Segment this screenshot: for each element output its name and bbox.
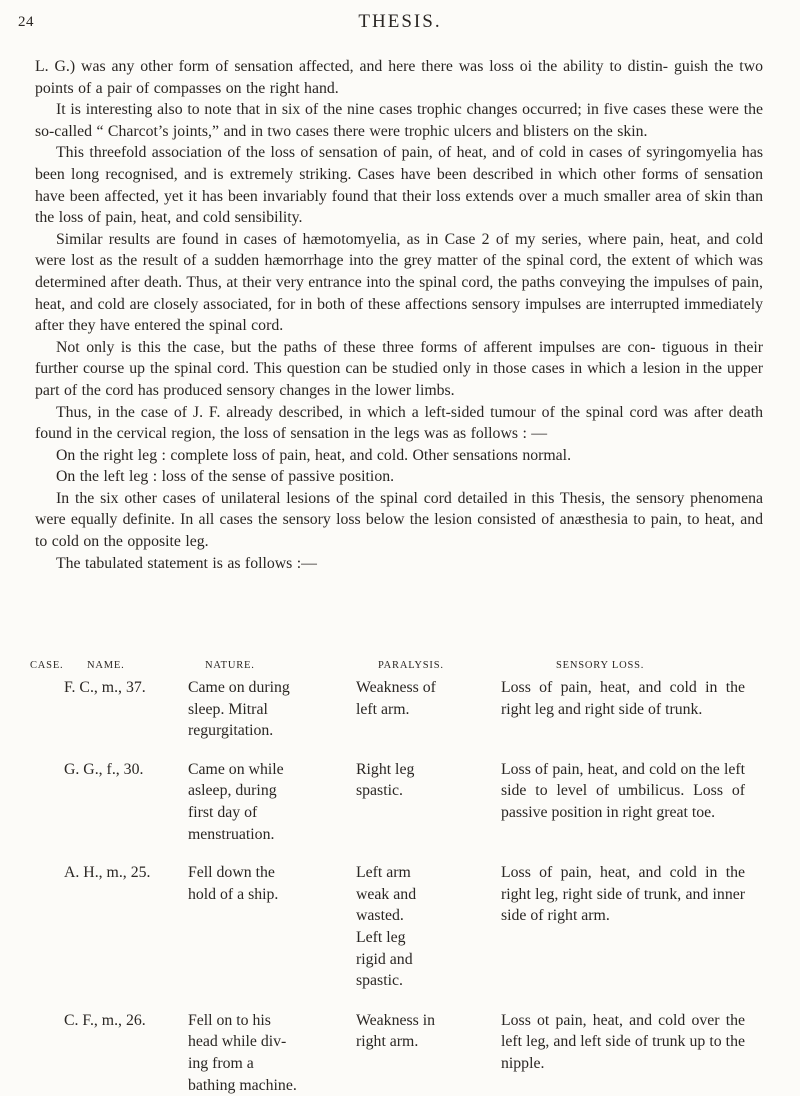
table-row: [30, 677, 770, 742]
cell-sensory: Loss of pain, heat, and cold in the right leg and right side of trunk.: [501, 679, 745, 718]
cell-paralysis: Left arm weak and wasted. Left leg rigid and spastic.: [356, 864, 417, 990]
cell-name: G. G., f., 30.: [64, 760, 144, 778]
cell-name: C. F., m., 26.: [64, 1011, 146, 1029]
paragraph: In the six other cases of unilateral lesions of the spinal cord detailed in this Thesis, the sensory phenomena were equally definite. In all cases the sensory loss below the lesion consisted of anæsthesia to pain, to heat, and to cold on the opposite leg.: [35, 489, 763, 551]
cell-nature: Came on while asleep, during first day of menstruation.: [188, 760, 284, 843]
paragraph: It is interesting also to note that in six of the nine cases trophic changes occurred; in five cases these were the so-called “ Charcot’s joints,” and in two cases there were trophic ulcers and blisters on the skin.: [35, 101, 763, 140]
cell-paralysis: Right leg spastic.: [356, 760, 415, 800]
body-text: [35, 56, 763, 574]
table-header-row: [30, 655, 770, 675]
cell-sensory: Loss ot pain, heat, and cold over the left leg, and left side of trunk up to the nipple.: [501, 1011, 745, 1072]
cell-nature: Fell on to his head while div- ing from a bathing machine.: [188, 1011, 297, 1094]
paragraph: The tabulated statement is as follows :—: [56, 554, 317, 572]
header-sensory: SENSORY LOSS.: [556, 660, 645, 671]
cell-nature: Came on during sleep. Mitral regurgitation.: [188, 679, 290, 740]
cell-name: F. C., m., 37.: [64, 679, 146, 696]
header-name: NAME.: [87, 660, 125, 671]
paragraph: This threefold association of the loss of sensation of pain, of heat, and of cold in cases of syringomyelia has been long recognised, and is extremely striking. Cases have been described in which other forms of sensation have been affected, yet it has been invariably found that their loss extends over a much smaller area of skin than the loss of pain, heat, and cold sensibility.: [35, 144, 763, 227]
paragraph: Similar results are found in cases of hæmotomyelia, as in Case 2 of my series, where pain, heat, and cold were lost as the result of a sudden hæmorrhage into the grey matter of the spinal cord, the extent of which was determined after death. Thus, at their very entrance into the spinal cord, the paths conveying the impulses of pain, heat, and cold are closely associated, for in both of these affections sensory impulses are interrupted immediately after they have entered the spinal cord.: [35, 230, 763, 335]
paragraph: Not only is this the case, but the paths of these three forms of afferent impulses are con- tiguous in their further course up the spinal cord. This question can be studied only in those cases in which a lesion in the upper part of the cord has produced sensory changes in the lower limbs.: [35, 338, 763, 399]
table-row: [30, 1010, 770, 1096]
cell-sensory: Loss of pain, heat, and cold on the left side to level of umbilicus. Loss of passive position in right great toe.: [501, 760, 745, 821]
paragraph: On the right leg : complete loss of pain, heat, and cold. Other sensations normal.: [56, 446, 572, 464]
paragraph: On the left leg : loss of the sense of passive position.: [56, 468, 395, 486]
header-nature: NATURE.: [205, 660, 255, 671]
cell-paralysis: Weakness of left arm.: [356, 679, 436, 718]
cell-paralysis: Weakness in right arm.: [356, 1011, 436, 1051]
header-case: CASE.: [30, 660, 64, 671]
running-title: THESIS.: [358, 11, 442, 32]
case-table: [30, 655, 770, 1096]
paragraph: L. G.) was any other form of sensation affected, and here there was loss oi the ability to distin- guish the two points of a pair of compasses on the right hand.: [35, 58, 763, 97]
page-number: 24: [18, 14, 34, 30]
table-row: [30, 759, 770, 845]
table-row: [30, 862, 770, 992]
paragraph: Thus, in the case of J. F. already described, in which a left-sided tumour of the spinal cord was after death found in the cervical region, the loss of sensation in the legs was as follows : —: [35, 403, 763, 443]
cell-name: A. H., m., 25.: [64, 864, 151, 882]
cell-sensory: Loss of pain, heat, and cold in the right leg, right side of trunk, and inner side of right arm.: [501, 864, 745, 925]
cell-nature: Fell down the hold of a ship.: [188, 864, 279, 903]
header-paralysis: PARALYSIS.: [378, 660, 444, 671]
